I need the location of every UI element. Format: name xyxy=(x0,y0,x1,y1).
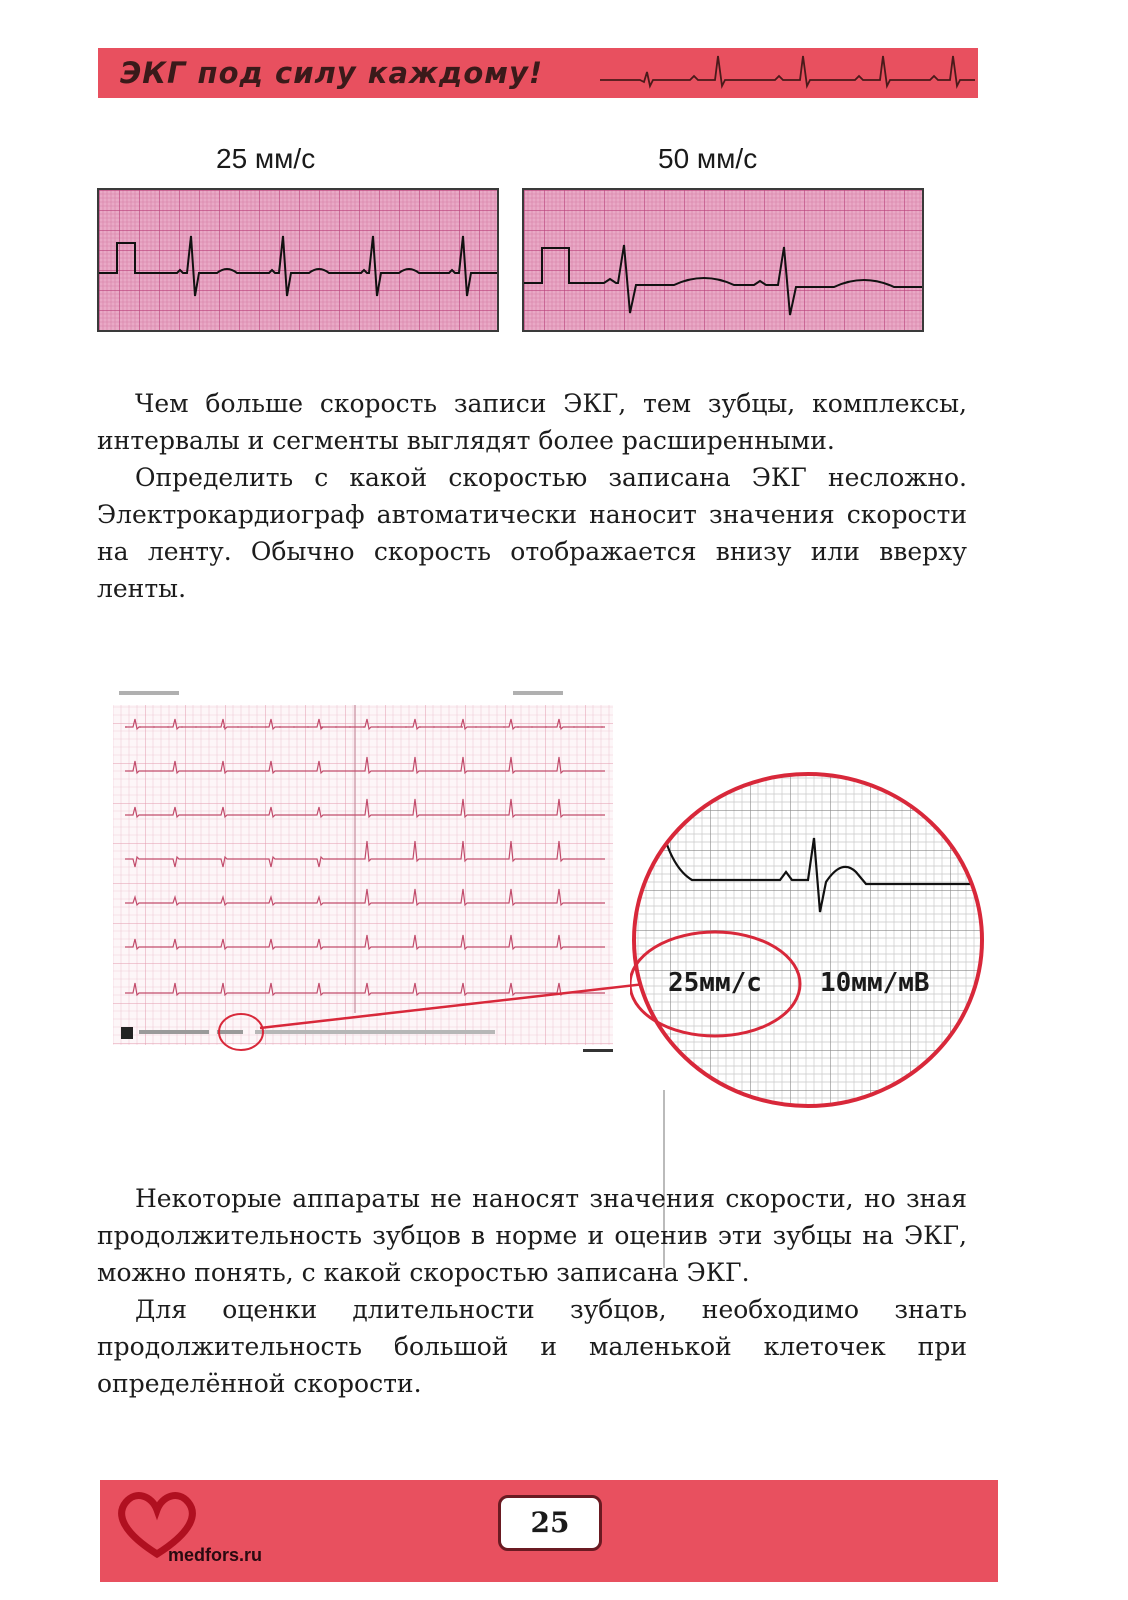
twelve-lead-ecg-sheet xyxy=(105,683,625,1063)
paragraph-cell-duration: Для оценки длительности зубцов, необходимо знать продолжительность большой и маленькой клеточек при определённой скорости. xyxy=(97,1295,967,1398)
zoom-callout-graphic xyxy=(630,770,985,1110)
header-title: ЭКГ под силу каждому! xyxy=(120,56,544,90)
ecg-strip-25 xyxy=(97,188,499,332)
zoom-callout xyxy=(630,770,985,1110)
zoom-gain-label: 10мм/мВ xyxy=(820,968,930,998)
paragraph-speed-effect: Чем больше скорость записи ЭКГ, тем зубцы, комплексы, интервалы и сегменты выглядят более расширенными. xyxy=(97,389,967,455)
page-number: 25 xyxy=(498,1495,602,1551)
ecg-strip-50 xyxy=(522,188,924,332)
paragraph-speed-marking: Определить с какой скоростью записана ЭКГ несложно. Электрокардиограф автоматически наносит значения скорости на ленту. Обычно скорость отображается внизу или вверху ленты. xyxy=(97,463,967,603)
site-logo-text[interactable]: medfors.ru xyxy=(168,1545,263,1565)
zoom-speed-label: 25мм/с xyxy=(668,968,762,998)
speed-label-50: 50 мм/с xyxy=(658,143,758,174)
text-block-bottom xyxy=(97,1180,967,1402)
text-block-top xyxy=(97,385,967,607)
header-ecg-trace-icon xyxy=(600,50,975,96)
speed-label-25: 25 мм/с xyxy=(216,143,316,174)
paragraph-no-speed-marking: Некоторые аппараты не наносят значения скорости, но зная продолжительность зубцов в норме и оценив эти зубцы на ЭКГ, можно понять, с какой скоростью записана ЭКГ. xyxy=(97,1184,967,1287)
